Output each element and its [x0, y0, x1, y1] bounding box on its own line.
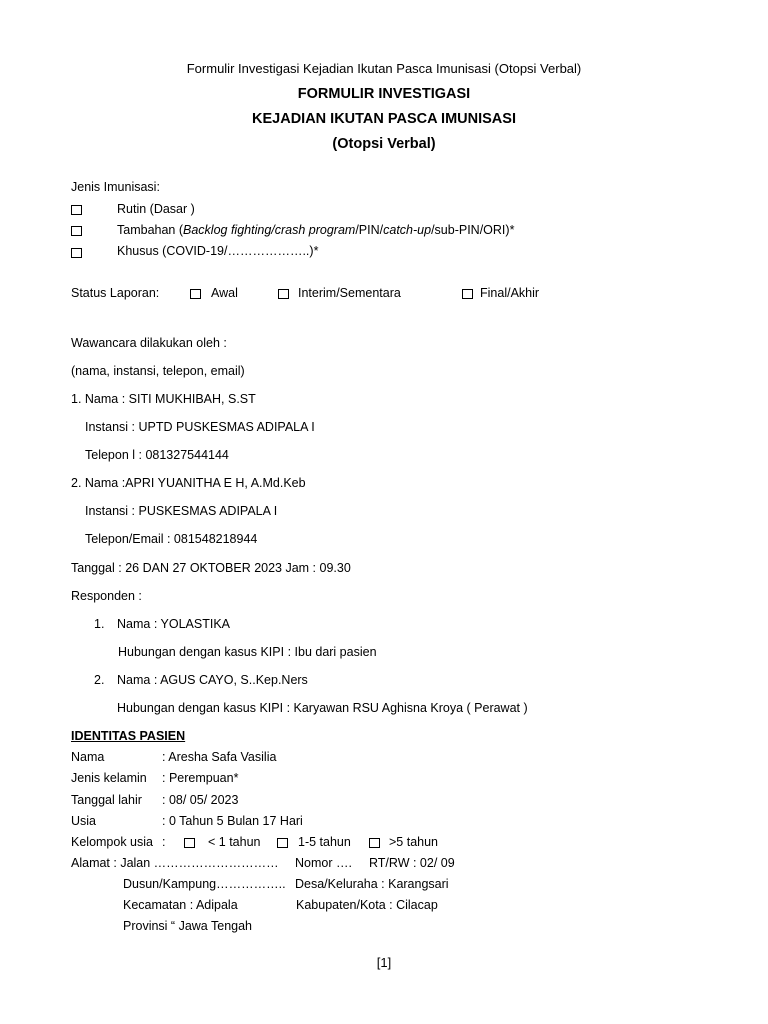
nama-label: Nama — [71, 750, 105, 764]
alamat-dusun: Dusun/Kampung…………….. — [123, 877, 286, 891]
title-line-3: (Otopsi Verbal) — [332, 136, 436, 152]
usia-label: Usia — [71, 814, 97, 828]
kelompok-usia-3-label: >5 tahun — [389, 835, 439, 849]
jenis-kelamin-label: Jenis kelamin — [71, 771, 147, 785]
pewawancara-2-telepon: Telepon/Email : 081548218944 — [85, 532, 258, 546]
status-awal-checkbox[interactable] — [190, 289, 201, 299]
kelompok-usia-1-checkbox[interactable] — [184, 838, 195, 848]
alamat-jalan: Alamat : Jalan ………………………… — [71, 856, 279, 870]
tambahan-prefix: Tambahan ( — [117, 223, 184, 237]
rutin-label: Rutin (Dasar ) — [117, 202, 195, 216]
status-final-label: Final/Akhir — [480, 286, 540, 300]
tambahan-mid: /PIN/ — [355, 223, 384, 237]
tambahan-backlog: Backlog fighting/crash program — [183, 223, 356, 237]
alamat-provinsi: Provinsi “ Jawa Tengah — [123, 919, 253, 933]
pewawancara-2-instansi: Instansi : PUSKESMAS ADIPALA I — [85, 504, 278, 518]
jenis-imunisasi-label: Jenis Imunisasi: — [71, 180, 160, 194]
identitas-heading: IDENTITAS PASIEN — [71, 729, 186, 743]
pewawancara-1-nama: 1. Nama : SITI MUKHIBAH, S.ST — [71, 392, 256, 406]
tanggal-wawancara: Tanggal : 26 DAN 27 OKTOBER 2023 Jam : 09.30 — [71, 561, 351, 575]
alamat-kecamatan: Kecamatan : Adipala — [123, 898, 238, 912]
kelompok-usia-2-checkbox[interactable] — [277, 838, 288, 848]
kelompok-usia-3-checkbox[interactable] — [369, 838, 380, 848]
alamat-nomor: Nomor …. — [295, 856, 352, 870]
kelompok-usia-colon: : — [162, 835, 166, 849]
responden-2-hubungan: Hubungan dengan kasus KIPI : Karyawan RSU Aghisna Kroya ( Perawat ) — [117, 701, 528, 715]
document-header: Formulir Investigasi Kejadian Ikutan Pasca Imunisasi (Otopsi Verbal) — [186, 61, 582, 76]
tambahan-label — [117, 223, 514, 237]
kelompok-usia-2-label: 1-5 tahun — [298, 835, 351, 849]
wawancara-label: Wawancara dilakukan oleh : — [71, 336, 227, 350]
alamat-kabupaten: Kabupaten/Kota : Cilacap — [296, 898, 438, 912]
wawancara-hint: (nama, instansi, telepon, email) — [71, 364, 245, 378]
page-number: [1] — [376, 955, 392, 970]
rutin-checkbox[interactable] — [71, 205, 82, 215]
alamat-rt-rw: RT/RW : 02/ 09 — [369, 856, 455, 870]
responden-2-number: 2. — [94, 673, 105, 687]
kelompok-usia-label: Kelompok usia — [71, 835, 153, 849]
pewawancara-1-telepon: Telepon l : 081327544144 — [85, 448, 229, 462]
tambahan-checkbox[interactable] — [71, 226, 82, 236]
pewawancara-1-instansi: Instansi : UPTD PUSKESMAS ADIPALA I — [85, 420, 315, 434]
tanggal-lahir-label: Tanggal lahir — [71, 793, 142, 807]
tambahan-catchup: catch-up — [383, 223, 432, 237]
kelompok-usia-1-label: < 1 tahun — [208, 835, 261, 849]
title-line-1: FORMULIR INVESTIGASI — [297, 86, 471, 102]
nama-value: : Aresha Safa Vasilia — [162, 750, 277, 764]
jenis-kelamin-value: : Perempuan* — [162, 771, 239, 785]
responden-1-number: 1. — [94, 617, 105, 631]
status-interim-checkbox[interactable] — [278, 289, 289, 299]
title-line-2: KEJADIAN IKUTAN PASCA IMUNISASI — [252, 111, 516, 127]
responden-label: Responden : — [71, 589, 142, 603]
khusus-label: Khusus (COVID-19/………………..)* — [117, 244, 319, 258]
status-interim-label: Interim/Sementara — [298, 286, 401, 300]
status-final-checkbox[interactable] — [462, 289, 473, 299]
status-awal-label: Awal — [211, 286, 238, 300]
tanggal-lahir-value: : 08/ 05/ 2023 — [162, 793, 239, 807]
responden-2-nama: Nama : AGUS CAYO, S..Kep.Ners — [117, 673, 308, 687]
alamat-desa: Desa/Keluraha : Karangsari — [295, 877, 449, 891]
status-laporan-label: Status Laporan: — [71, 286, 160, 300]
khusus-checkbox[interactable] — [71, 248, 82, 258]
usia-value: : 0 Tahun 5 Bulan 17 Hari — [162, 814, 303, 828]
responden-1-hubungan: Hubungan dengan kasus KIPI : Ibu dari pasien — [118, 645, 377, 659]
tambahan-suffix: /sub-PIN/ORI)* — [431, 223, 515, 237]
pewawancara-2-nama: 2. Nama :APRI YUANITHA E H, A.Md.Keb — [71, 476, 306, 490]
responden-1-nama: Nama : YOLASTIKA — [117, 617, 231, 631]
